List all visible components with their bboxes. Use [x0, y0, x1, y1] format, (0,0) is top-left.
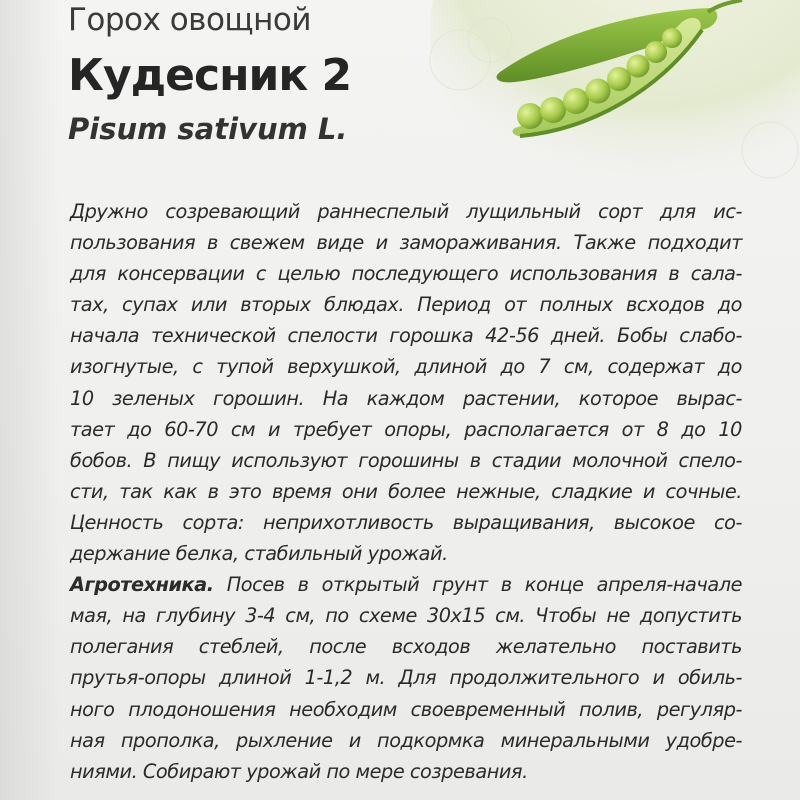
description-line: бобов. В пищу используют горошины в стадии молочной спело- [70, 448, 742, 472]
packet-fold-shadow [0, 0, 60, 800]
agrotech-first-line [70, 569, 742, 600]
description-line: 10 зеленых горошин. На каждом растении, которое вырас- [70, 386, 742, 410]
description-line: начала технической спелости горошка 42-56 дней. Бобы слабо- [70, 324, 742, 348]
agrotech-line: ная прополка, рыхление и подкормка минеральными удобре- [70, 728, 742, 752]
agrotech-line: ниями. Собирают урожай по мере созревания. [70, 759, 528, 783]
description-line: Дружно созревающий раннеспелый лущильный сорт для ис- [70, 200, 742, 223]
product-category: Горох овощной [68, 2, 311, 38]
description-text [70, 196, 742, 787]
description-line: пользования в свежем виде и замораживания. Также подходит [70, 231, 742, 255]
description-line: сти, так как в это время они более нежные, сладкие и сочные. [70, 479, 742, 503]
description-line: тах, супах или вторых блюдах. Период от полных всходов до [70, 293, 742, 317]
agrotech-first-line-text: Посев в открытый грунт в конце апреля-начале [213, 573, 742, 597]
description-line: Ценность сорта: неприхотливость выращивания, высокое со- [70, 510, 742, 534]
description-line: держание белка, стабильный урожай. [70, 542, 448, 566]
agrotech-line: полегания стеблей, после всходов желательно поставить [70, 635, 742, 659]
description-line: для консервации с целью последующего использования в сала- [70, 262, 742, 286]
agrotech-line: ного плодоношения необходим своевременный полив, регуляр- [70, 697, 742, 721]
latin-name: Pisum sativum L. [68, 112, 348, 146]
pea-pod-illustration [420, 0, 800, 210]
variety-name: Кудесник 2 [68, 50, 352, 101]
description-line: тает до 60-70 см и требует опоры, располагается от 8 до 10 [70, 417, 742, 441]
agrotech-line: мая, на глубину 3-4 см, по схеме 30х15 см. Чтобы не допустить [70, 604, 742, 628]
agrotech-line: прутья-опоры длиной 1-1,2 м. Для продолжительного и обиль- [70, 666, 742, 690]
description-line: изогнутые, с тупой верхушкой, длиной до 7 см, содержат до [70, 355, 742, 379]
agrotech-label: Агротехника. [70, 573, 214, 597]
